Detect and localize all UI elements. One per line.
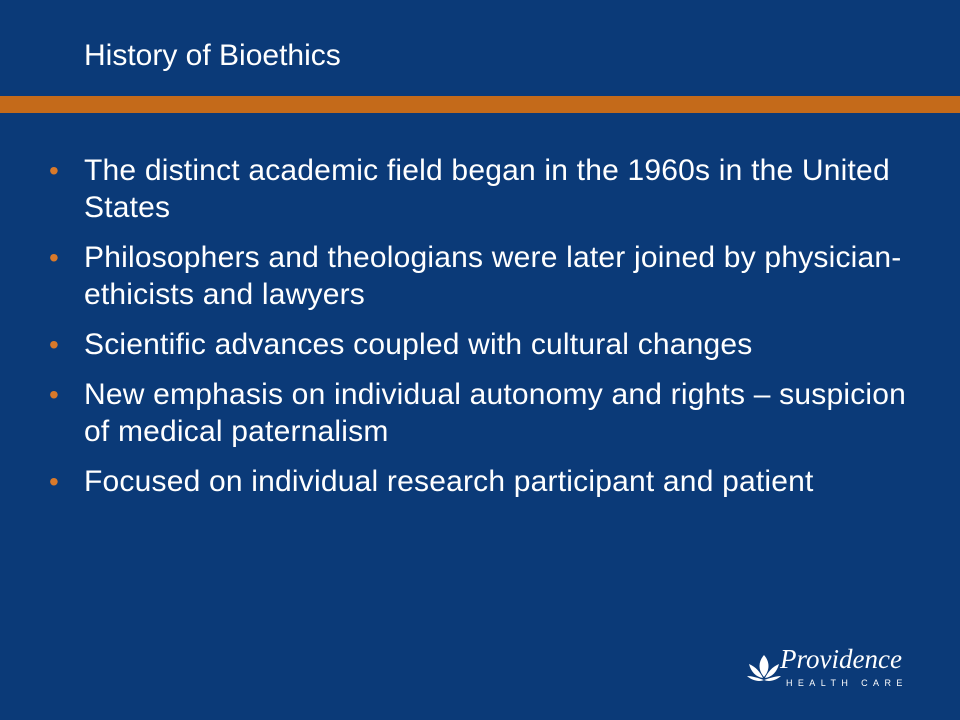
bullet-text: Scientific advances coupled with cultural changes [84, 328, 753, 361]
bullet-marker: • [49, 379, 60, 410]
accent-bar [0, 96, 960, 113]
slide-title: History of Bioethics [84, 39, 341, 72]
providence-logo [746, 640, 906, 696]
bullet-marker: • [49, 466, 60, 497]
bullet-text: The distinct academic field began in the 1960s in the United States [84, 154, 890, 224]
bullet-item [0, 376, 960, 450]
logo-wordmark: Providence [780, 644, 902, 674]
bullet-text: Focused on individual research participant and patient [84, 465, 814, 498]
bullet-item [0, 239, 960, 313]
lotus-flower-icon [746, 652, 782, 684]
bullet-list [0, 152, 960, 513]
logo-tagline: HEALTH CARE [786, 678, 908, 688]
bullet-item [0, 152, 960, 226]
bullet-text: Philosophers and theologians were later joined by physician-ethicists and lawyers [84, 241, 902, 311]
bullet-marker: • [49, 329, 60, 360]
bullet-marker: • [49, 155, 60, 186]
bullet-text: New emphasis on individual autonomy and rights – suspicion of medical paternalism [84, 378, 907, 448]
bullet-item [0, 326, 960, 363]
bullet-marker: • [49, 242, 60, 273]
bullet-item [0, 463, 960, 500]
